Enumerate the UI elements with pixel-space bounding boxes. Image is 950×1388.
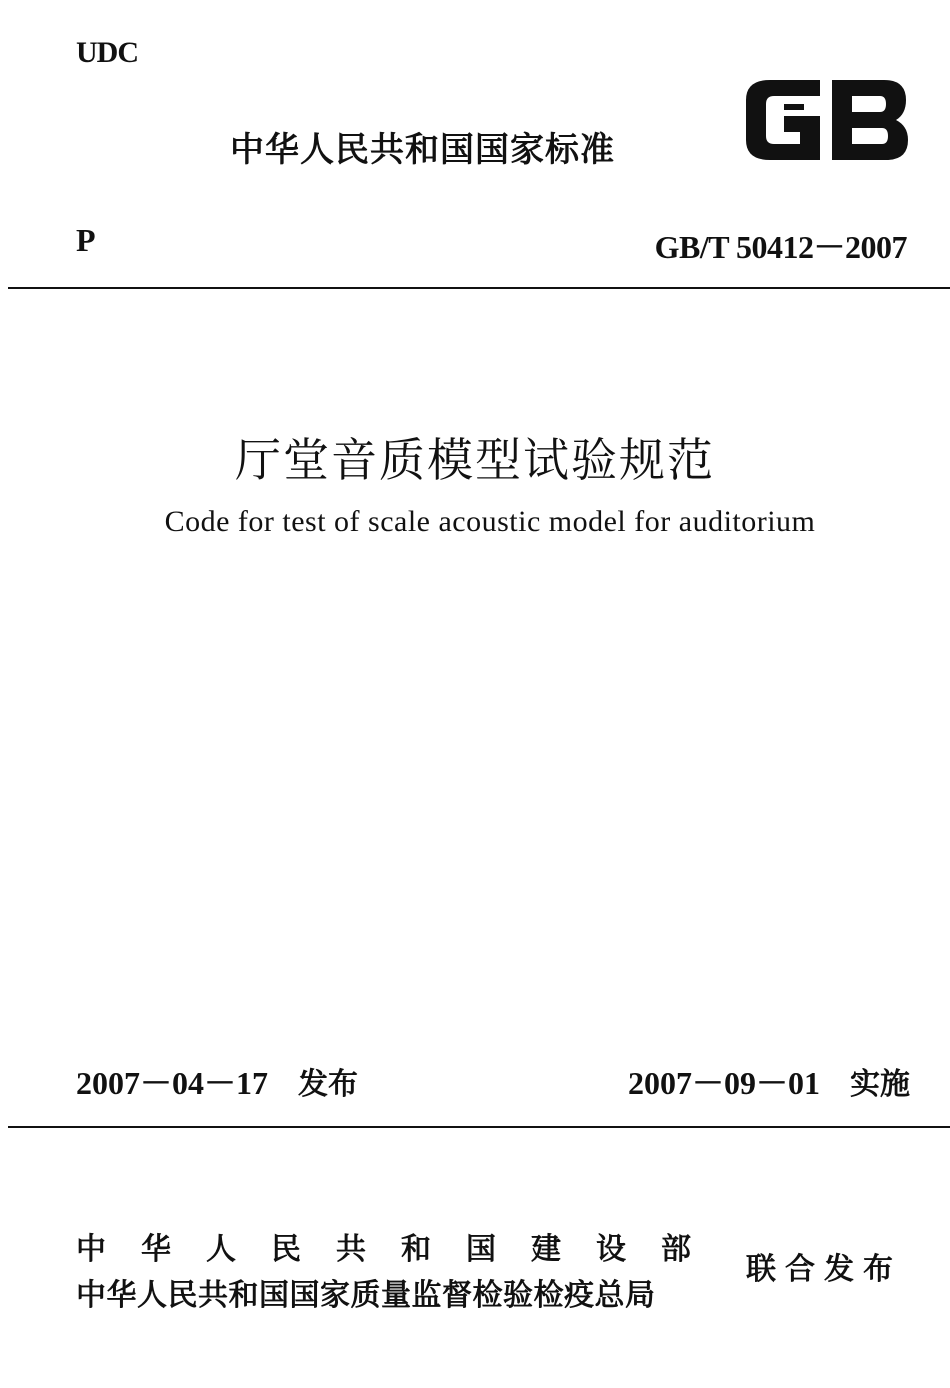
issuer-ministry: 中华人民共和国建设部 — [76, 1232, 726, 1267]
issue-date: 2007－04－17 — [76, 1065, 269, 1101]
implement-label: 实施 — [850, 1067, 910, 1102]
classification-letter: P — [76, 222, 96, 258]
implement-date: 2007－09－01 — [627, 1065, 820, 1101]
issue-date-row — [76, 1058, 358, 1104]
joint-issue-label: 联合发布 — [746, 1252, 902, 1287]
gb-logo — [740, 76, 912, 164]
title-chinese: 厅堂音质模型试验规范 — [235, 433, 715, 487]
title-english: Code for test of scale acoustic model for auditorium — [164, 505, 816, 538]
header-divider — [8, 287, 950, 289]
standard-number: GB/T 50412－2007 — [654, 229, 907, 265]
national-standard-heading: 中华人民共和国国家标准 — [230, 130, 615, 170]
implement-date-row — [628, 1058, 910, 1104]
issue-label: 发布 — [298, 1067, 359, 1102]
footer-divider — [8, 1126, 950, 1128]
issuer-administration: 中华人民共和国国家质量监督检验检疫总局 — [76, 1278, 656, 1313]
udc-label: UDC — [76, 36, 138, 69]
